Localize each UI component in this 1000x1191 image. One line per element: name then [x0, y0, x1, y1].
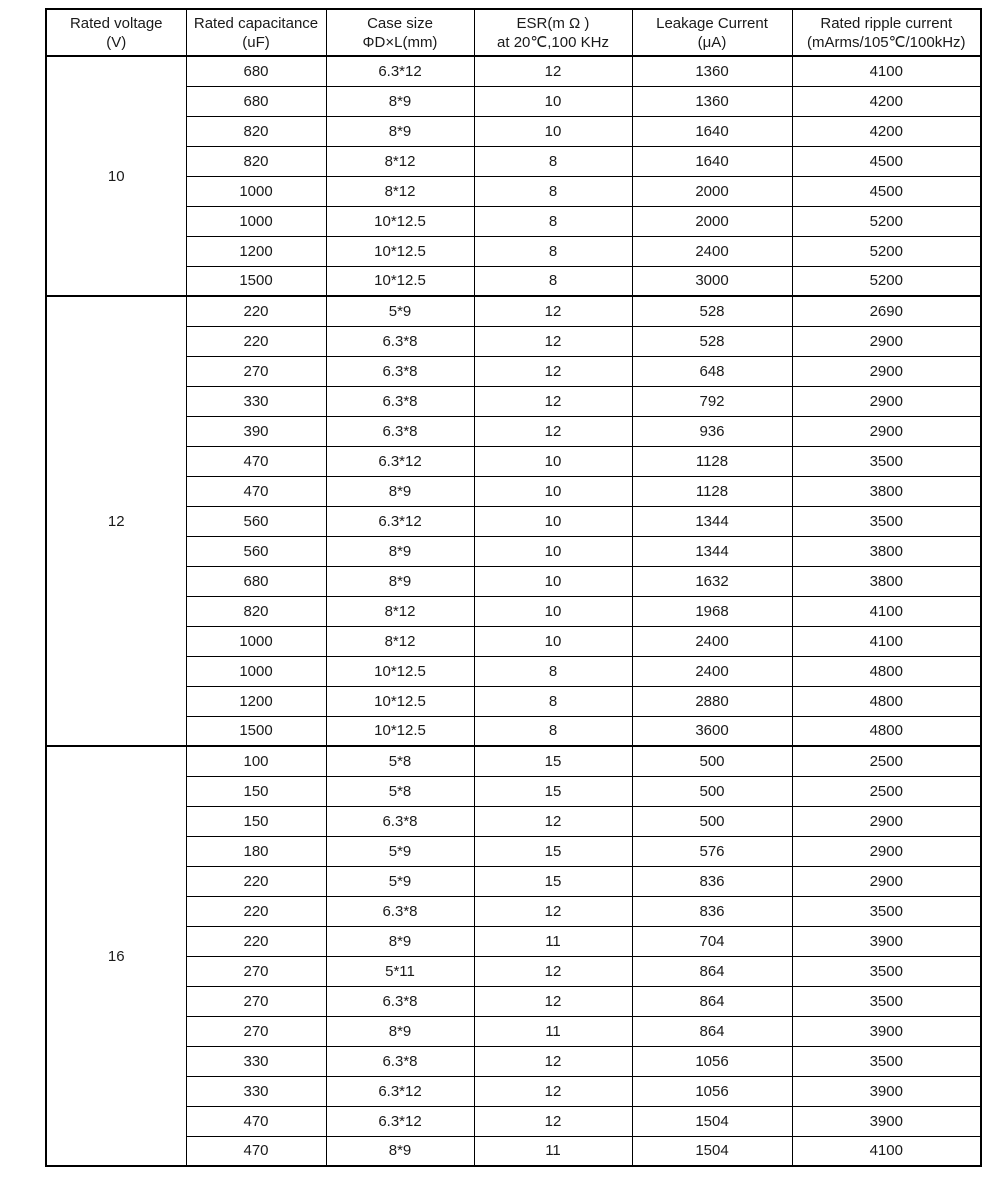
cell-case-size: 8*9 [326, 476, 474, 506]
cell-leakage-current: 2400 [632, 656, 792, 686]
header-line: (uF) [242, 33, 270, 51]
cell-esr: 8 [474, 236, 632, 266]
cell-rated-capacitance: 820 [186, 596, 326, 626]
cell-esr: 10 [474, 506, 632, 536]
voltage-group-cell: 16 [46, 746, 186, 1166]
cell-case-size: 6.3*12 [326, 1106, 474, 1136]
table-row [46, 686, 981, 716]
table-row [46, 656, 981, 686]
cell-rated-capacitance: 100 [186, 746, 326, 776]
cell-leakage-current: 1640 [632, 146, 792, 176]
cell-rated-capacitance: 1500 [186, 716, 326, 746]
cell-leakage-current: 836 [632, 866, 792, 896]
cell-leakage-current: 1968 [632, 596, 792, 626]
header-line: (mArms/105℃/100kHz) [806, 33, 966, 51]
header-line: Rated capacitance [193, 14, 319, 32]
cell-esr: 10 [474, 566, 632, 596]
cell-ripple-current: 2900 [792, 806, 981, 836]
cell-esr: 8 [474, 686, 632, 716]
cell-rated-capacitance: 220 [186, 926, 326, 956]
cell-leakage-current: 1632 [632, 566, 792, 596]
cell-esr: 8 [474, 206, 632, 236]
cell-ripple-current: 2500 [792, 776, 981, 806]
table-row [46, 446, 981, 476]
table-row [46, 956, 981, 986]
cell-leakage-current: 864 [632, 986, 792, 1016]
cell-rated-capacitance: 1500 [186, 266, 326, 296]
cell-ripple-current: 3800 [792, 476, 981, 506]
cell-esr: 11 [474, 1016, 632, 1046]
cell-esr: 12 [474, 296, 632, 326]
table-row [46, 836, 981, 866]
cell-leakage-current: 2000 [632, 206, 792, 236]
column-header-leakage-current [632, 9, 792, 56]
column-header-ripple-current [792, 9, 981, 56]
cell-case-size: 6.3*8 [326, 896, 474, 926]
table-row [46, 296, 981, 326]
table-row [46, 476, 981, 506]
capacitor-spec-table [45, 8, 982, 1167]
table-header [46, 9, 981, 56]
cell-esr: 10 [474, 626, 632, 656]
cell-ripple-current: 4500 [792, 146, 981, 176]
cell-esr: 8 [474, 146, 632, 176]
header-line: Leakage Current [656, 14, 768, 32]
table-row [46, 56, 981, 86]
table-row [46, 536, 981, 566]
table-row [46, 266, 981, 296]
cell-case-size: 8*12 [326, 626, 474, 656]
cell-ripple-current: 4200 [792, 116, 981, 146]
cell-leakage-current: 864 [632, 1016, 792, 1046]
cell-ripple-current: 3500 [792, 956, 981, 986]
cell-esr: 15 [474, 836, 632, 866]
cell-rated-capacitance: 470 [186, 446, 326, 476]
cell-case-size: 8*9 [326, 116, 474, 146]
cell-leakage-current: 648 [632, 356, 792, 386]
cell-case-size: 10*12.5 [326, 686, 474, 716]
cell-leakage-current: 2400 [632, 626, 792, 656]
cell-ripple-current: 3500 [792, 986, 981, 1016]
cell-ripple-current: 2900 [792, 356, 981, 386]
cell-leakage-current: 1640 [632, 116, 792, 146]
cell-rated-capacitance: 560 [186, 536, 326, 566]
table-row [46, 986, 981, 1016]
column-header-esr [474, 9, 632, 56]
cell-esr: 12 [474, 956, 632, 986]
cell-leakage-current: 1504 [632, 1106, 792, 1136]
cell-leakage-current: 704 [632, 926, 792, 956]
header-line: at 20℃,100 KHz [497, 33, 609, 51]
cell-case-size: 8*9 [326, 566, 474, 596]
cell-case-size: 10*12.5 [326, 656, 474, 686]
table-row [46, 1136, 981, 1166]
cell-esr: 12 [474, 1046, 632, 1076]
cell-case-size: 6.3*12 [326, 506, 474, 536]
cell-rated-capacitance: 470 [186, 1106, 326, 1136]
cell-leakage-current: 2880 [632, 686, 792, 716]
cell-leakage-current: 3600 [632, 716, 792, 746]
cell-case-size: 5*9 [326, 866, 474, 896]
table-body [46, 56, 981, 1166]
header-line: ΦD×L(mm) [362, 33, 438, 51]
cell-ripple-current: 2500 [792, 746, 981, 776]
cell-case-size: 8*9 [326, 536, 474, 566]
header-line: (V) [106, 33, 127, 51]
header-line: ESR(m Ω ) [516, 14, 590, 32]
table-row [46, 776, 981, 806]
table-row [46, 326, 981, 356]
cell-ripple-current: 2900 [792, 416, 981, 446]
cell-case-size: 6.3*12 [326, 446, 474, 476]
cell-esr: 12 [474, 386, 632, 416]
header-line: Rated voltage [69, 14, 163, 32]
cell-esr: 11 [474, 1136, 632, 1166]
cell-ripple-current: 4100 [792, 1136, 981, 1166]
cell-case-size: 8*9 [326, 1136, 474, 1166]
column-header-case-size [326, 9, 474, 56]
table-row [46, 506, 981, 536]
cell-ripple-current: 4800 [792, 656, 981, 686]
table-row [46, 176, 981, 206]
cell-rated-capacitance: 560 [186, 506, 326, 536]
table-row [46, 206, 981, 236]
cell-ripple-current: 3900 [792, 1076, 981, 1106]
voltage-group-cell: 12 [46, 296, 186, 746]
cell-leakage-current: 2000 [632, 176, 792, 206]
cell-ripple-current: 4800 [792, 716, 981, 746]
cell-ripple-current: 4200 [792, 86, 981, 116]
cell-ripple-current: 3500 [792, 896, 981, 926]
table-row [46, 926, 981, 956]
cell-esr: 10 [474, 116, 632, 146]
table-row [46, 626, 981, 656]
cell-rated-capacitance: 220 [186, 326, 326, 356]
cell-leakage-current: 1360 [632, 86, 792, 116]
cell-ripple-current: 4500 [792, 176, 981, 206]
cell-ripple-current: 4800 [792, 686, 981, 716]
table-row [46, 1046, 981, 1076]
cell-ripple-current: 2900 [792, 866, 981, 896]
column-header-rated-voltage [46, 9, 186, 56]
header-line: Rated ripple current [820, 14, 953, 32]
cell-case-size: 6.3*8 [326, 986, 474, 1016]
cell-case-size: 6.3*12 [326, 1076, 474, 1106]
cell-ripple-current: 3500 [792, 1046, 981, 1076]
table-row [46, 596, 981, 626]
cell-rated-capacitance: 150 [186, 776, 326, 806]
cell-leakage-current: 792 [632, 386, 792, 416]
table-row [46, 1106, 981, 1136]
cell-esr: 15 [474, 776, 632, 806]
cell-rated-capacitance: 470 [186, 476, 326, 506]
cell-ripple-current: 3500 [792, 506, 981, 536]
cell-ripple-current: 3900 [792, 1016, 981, 1046]
cell-ripple-current: 3900 [792, 1106, 981, 1136]
cell-esr: 10 [474, 476, 632, 506]
cell-esr: 15 [474, 866, 632, 896]
cell-rated-capacitance: 330 [186, 386, 326, 416]
cell-case-size: 5*11 [326, 956, 474, 986]
cell-esr: 12 [474, 356, 632, 386]
cell-ripple-current: 3900 [792, 926, 981, 956]
cell-case-size: 6.3*8 [326, 326, 474, 356]
cell-leakage-current: 1128 [632, 446, 792, 476]
cell-ripple-current: 2900 [792, 326, 981, 356]
cell-rated-capacitance: 1000 [186, 176, 326, 206]
cell-leakage-current: 500 [632, 776, 792, 806]
header-line: Case size [367, 14, 433, 32]
cell-leakage-current: 3000 [632, 266, 792, 296]
cell-case-size: 5*9 [326, 296, 474, 326]
cell-case-size: 8*9 [326, 1016, 474, 1046]
cell-leakage-current: 500 [632, 746, 792, 776]
cell-ripple-current: 5200 [792, 206, 981, 236]
cell-ripple-current: 3500 [792, 446, 981, 476]
cell-rated-capacitance: 270 [186, 956, 326, 986]
cell-esr: 12 [474, 326, 632, 356]
table-row [46, 236, 981, 266]
cell-rated-capacitance: 1000 [186, 206, 326, 236]
cell-rated-capacitance: 330 [186, 1076, 326, 1106]
cell-ripple-current: 2900 [792, 386, 981, 416]
header-line: (μA) [697, 33, 727, 51]
cell-leakage-current: 1056 [632, 1076, 792, 1106]
cell-esr: 12 [474, 56, 632, 86]
cell-case-size: 8*12 [326, 146, 474, 176]
cell-esr: 12 [474, 1106, 632, 1136]
table-row [46, 416, 981, 446]
cell-rated-capacitance: 180 [186, 836, 326, 866]
cell-leakage-current: 576 [632, 836, 792, 866]
cell-case-size: 6.3*12 [326, 56, 474, 86]
cell-rated-capacitance: 470 [186, 1136, 326, 1166]
cell-case-size: 10*12.5 [326, 206, 474, 236]
cell-rated-capacitance: 680 [186, 56, 326, 86]
cell-esr: 10 [474, 596, 632, 626]
cell-case-size: 6.3*8 [326, 356, 474, 386]
cell-ripple-current: 5200 [792, 266, 981, 296]
cell-esr: 11 [474, 926, 632, 956]
cell-esr: 12 [474, 416, 632, 446]
cell-case-size: 5*8 [326, 776, 474, 806]
cell-esr: 8 [474, 716, 632, 746]
table-row [46, 746, 981, 776]
table-row [46, 1076, 981, 1106]
cell-esr: 10 [474, 86, 632, 116]
table-row [46, 86, 981, 116]
cell-leakage-current: 1360 [632, 56, 792, 86]
cell-rated-capacitance: 270 [186, 1016, 326, 1046]
cell-ripple-current: 2690 [792, 296, 981, 326]
cell-leakage-current: 1056 [632, 1046, 792, 1076]
table-row [46, 1016, 981, 1046]
cell-rated-capacitance: 680 [186, 566, 326, 596]
table-row [46, 356, 981, 386]
cell-leakage-current: 836 [632, 896, 792, 926]
cell-case-size: 6.3*8 [326, 416, 474, 446]
cell-rated-capacitance: 1000 [186, 656, 326, 686]
cell-esr: 8 [474, 176, 632, 206]
cell-case-size: 10*12.5 [326, 716, 474, 746]
cell-rated-capacitance: 270 [186, 356, 326, 386]
cell-esr: 8 [474, 266, 632, 296]
cell-case-size: 6.3*8 [326, 1046, 474, 1076]
cell-case-size: 5*9 [326, 836, 474, 866]
cell-leakage-current: 528 [632, 326, 792, 356]
voltage-group-cell: 10 [46, 56, 186, 296]
cell-ripple-current: 4100 [792, 596, 981, 626]
cell-rated-capacitance: 1000 [186, 626, 326, 656]
cell-esr: 12 [474, 986, 632, 1016]
cell-leakage-current: 500 [632, 806, 792, 836]
cell-case-size: 8*12 [326, 176, 474, 206]
cell-case-size: 10*12.5 [326, 236, 474, 266]
cell-leakage-current: 528 [632, 296, 792, 326]
cell-esr: 8 [474, 656, 632, 686]
cell-rated-capacitance: 820 [186, 146, 326, 176]
cell-ripple-current: 2900 [792, 836, 981, 866]
cell-esr: 10 [474, 536, 632, 566]
cell-case-size: 10*12.5 [326, 266, 474, 296]
cell-case-size: 8*9 [326, 86, 474, 116]
cell-rated-capacitance: 390 [186, 416, 326, 446]
header-row [46, 9, 981, 56]
table-row [46, 386, 981, 416]
cell-ripple-current: 3800 [792, 566, 981, 596]
table-row [46, 896, 981, 926]
cell-case-size: 8*9 [326, 926, 474, 956]
cell-leakage-current: 1344 [632, 506, 792, 536]
cell-rated-capacitance: 1200 [186, 686, 326, 716]
table-row [46, 566, 981, 596]
column-header-rated-capacitance [186, 9, 326, 56]
cell-esr: 10 [474, 446, 632, 476]
cell-esr: 15 [474, 746, 632, 776]
cell-rated-capacitance: 220 [186, 866, 326, 896]
cell-rated-capacitance: 330 [186, 1046, 326, 1076]
table-row [46, 866, 981, 896]
cell-leakage-current: 936 [632, 416, 792, 446]
cell-case-size: 6.3*8 [326, 806, 474, 836]
cell-leakage-current: 1504 [632, 1136, 792, 1166]
cell-leakage-current: 864 [632, 956, 792, 986]
cell-ripple-current: 4100 [792, 626, 981, 656]
cell-rated-capacitance: 150 [186, 806, 326, 836]
cell-rated-capacitance: 1200 [186, 236, 326, 266]
cell-esr: 12 [474, 806, 632, 836]
cell-ripple-current: 5200 [792, 236, 981, 266]
cell-rated-capacitance: 220 [186, 296, 326, 326]
cell-rated-capacitance: 820 [186, 116, 326, 146]
cell-rated-capacitance: 270 [186, 986, 326, 1016]
cell-esr: 12 [474, 896, 632, 926]
cell-case-size: 5*8 [326, 746, 474, 776]
cell-ripple-current: 3800 [792, 536, 981, 566]
cell-ripple-current: 4100 [792, 56, 981, 86]
table-row [46, 716, 981, 746]
cell-rated-capacitance: 680 [186, 86, 326, 116]
cell-leakage-current: 2400 [632, 236, 792, 266]
cell-leakage-current: 1344 [632, 536, 792, 566]
table-row [46, 116, 981, 146]
cell-case-size: 6.3*8 [326, 386, 474, 416]
cell-rated-capacitance: 220 [186, 896, 326, 926]
table-row [46, 806, 981, 836]
table-row [46, 146, 981, 176]
cell-case-size: 8*12 [326, 596, 474, 626]
cell-leakage-current: 1128 [632, 476, 792, 506]
cell-esr: 12 [474, 1076, 632, 1106]
